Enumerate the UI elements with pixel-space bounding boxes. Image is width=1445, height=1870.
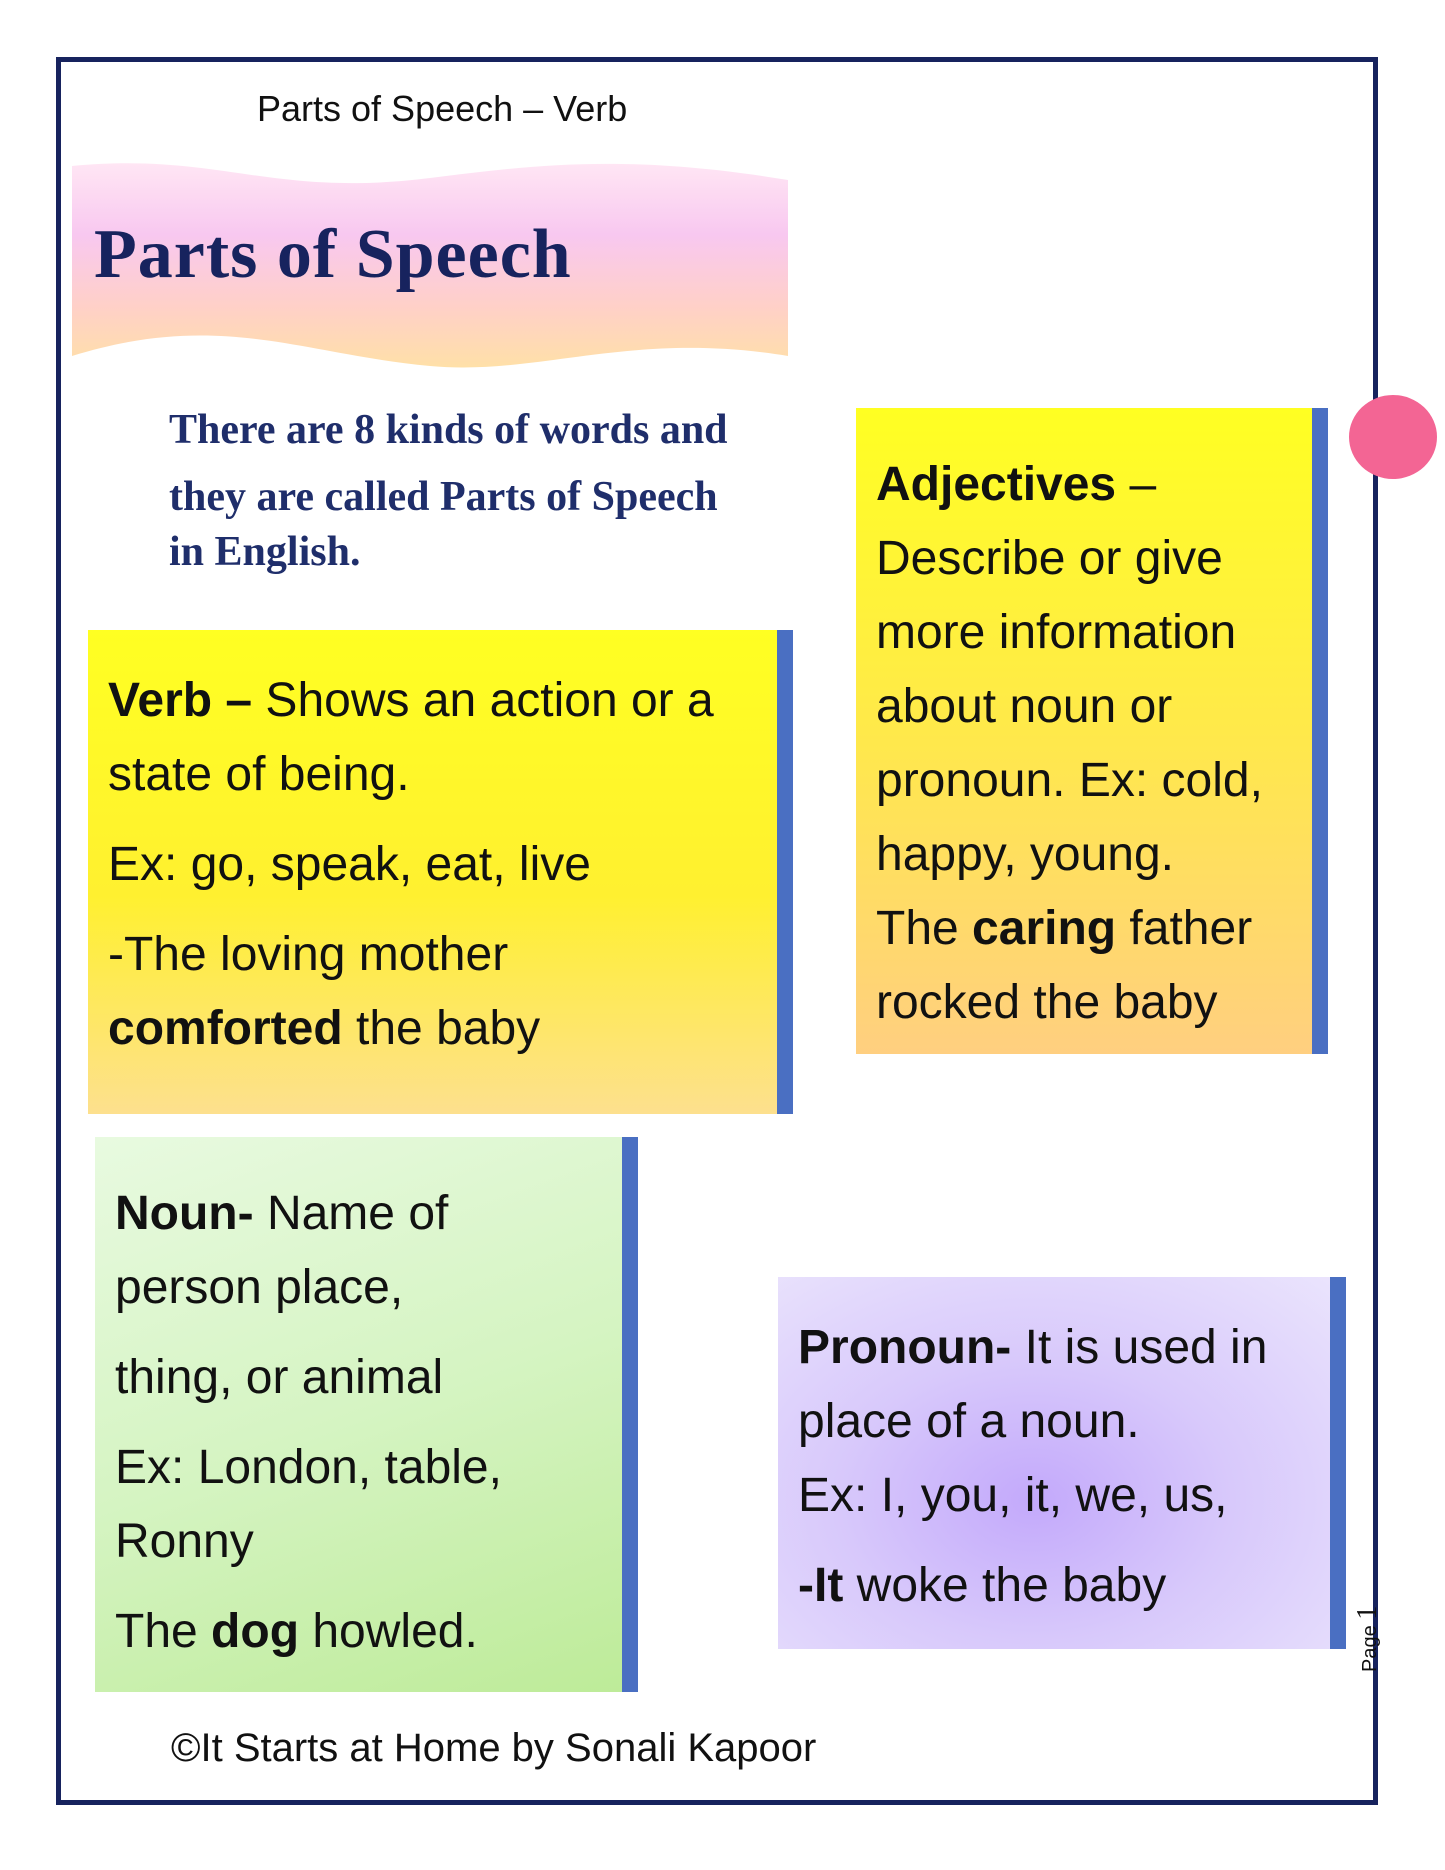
intro-line: they are called Parts of Speech xyxy=(169,474,718,520)
verb-term: Verb – xyxy=(108,674,253,727)
page-header: Parts of Speech – Verb xyxy=(257,88,628,129)
page-number: 1 xyxy=(1352,1605,1383,1620)
adjectives-sentence: The xyxy=(876,902,973,955)
card-accent-bar xyxy=(622,1137,638,1692)
adjectives-definition: about noun or xyxy=(876,680,1173,733)
verb-example: Ex: go, speak, eat, live xyxy=(108,838,591,891)
noun-definition: Name of xyxy=(253,1187,449,1240)
intro-line: There are 8 kinds of words and xyxy=(169,407,728,453)
adjectives-sentence: father xyxy=(1116,902,1253,955)
verb-definition-cont: state of being. xyxy=(108,748,410,801)
card-accent-bar xyxy=(1330,1277,1346,1649)
verb-card xyxy=(88,630,793,1114)
pronoun-card xyxy=(778,1277,1346,1649)
noun-term: Noun- xyxy=(115,1187,254,1240)
pronoun-definition: It is used in xyxy=(1011,1321,1268,1374)
noun-example-cont: Ronny xyxy=(115,1515,254,1568)
page-number-label xyxy=(1352,1606,1384,1672)
pronoun-sentence: woke the baby xyxy=(843,1559,1167,1612)
footer-copyright: ©It Starts at Home by Sonali Kapoor xyxy=(171,1726,817,1770)
adjectives-sentence-highlight: caring xyxy=(972,902,1117,955)
pronoun-term: Pronoun- xyxy=(798,1321,1012,1374)
verb-definition: Shows an action or a xyxy=(252,674,714,727)
pronoun-sentence-highlight: -It xyxy=(798,1559,844,1612)
banner-title: Parts of Speech xyxy=(94,216,572,293)
noun-sentence: howled. xyxy=(299,1605,478,1658)
noun-card xyxy=(95,1137,638,1692)
adjectives-definition: more information xyxy=(876,606,1237,659)
noun-definition-cont: person place, xyxy=(115,1261,404,1314)
adjectives-sentence-cont: rocked the baby xyxy=(876,976,1218,1029)
noun-example: Ex: London, table, xyxy=(115,1441,502,1494)
verb-sentence-highlight: comforted xyxy=(108,1002,343,1055)
intro-line: in English. xyxy=(169,529,361,575)
pronoun-example: Ex: I, you, it, we, us, xyxy=(798,1469,1228,1522)
adjectives-dash: – xyxy=(1116,458,1157,511)
pronoun-definition-cont: place of a noun. xyxy=(798,1395,1140,1448)
card-accent-bar xyxy=(1312,408,1328,1054)
noun-sentence-highlight: dog xyxy=(211,1605,300,1658)
title-banner xyxy=(70,160,790,370)
noun-definition-cont: thing, or animal xyxy=(115,1351,444,1404)
adjectives-definition: Describe or give xyxy=(876,532,1223,585)
decorative-dot xyxy=(1349,395,1437,479)
adjectives-definition: happy, young. xyxy=(876,828,1175,881)
intro-text xyxy=(169,392,809,578)
card-accent-bar xyxy=(777,630,793,1114)
adjectives-definition: pronoun. Ex: cold, xyxy=(876,754,1263,807)
verb-sentence-end: the baby xyxy=(342,1002,541,1055)
adjectives-term: Adjectives xyxy=(876,458,1117,511)
page-word: Page xyxy=(1359,1625,1381,1672)
adjectives-card xyxy=(856,408,1328,1054)
noun-sentence: The xyxy=(115,1605,212,1658)
verb-sentence: -The loving mother xyxy=(108,928,509,981)
